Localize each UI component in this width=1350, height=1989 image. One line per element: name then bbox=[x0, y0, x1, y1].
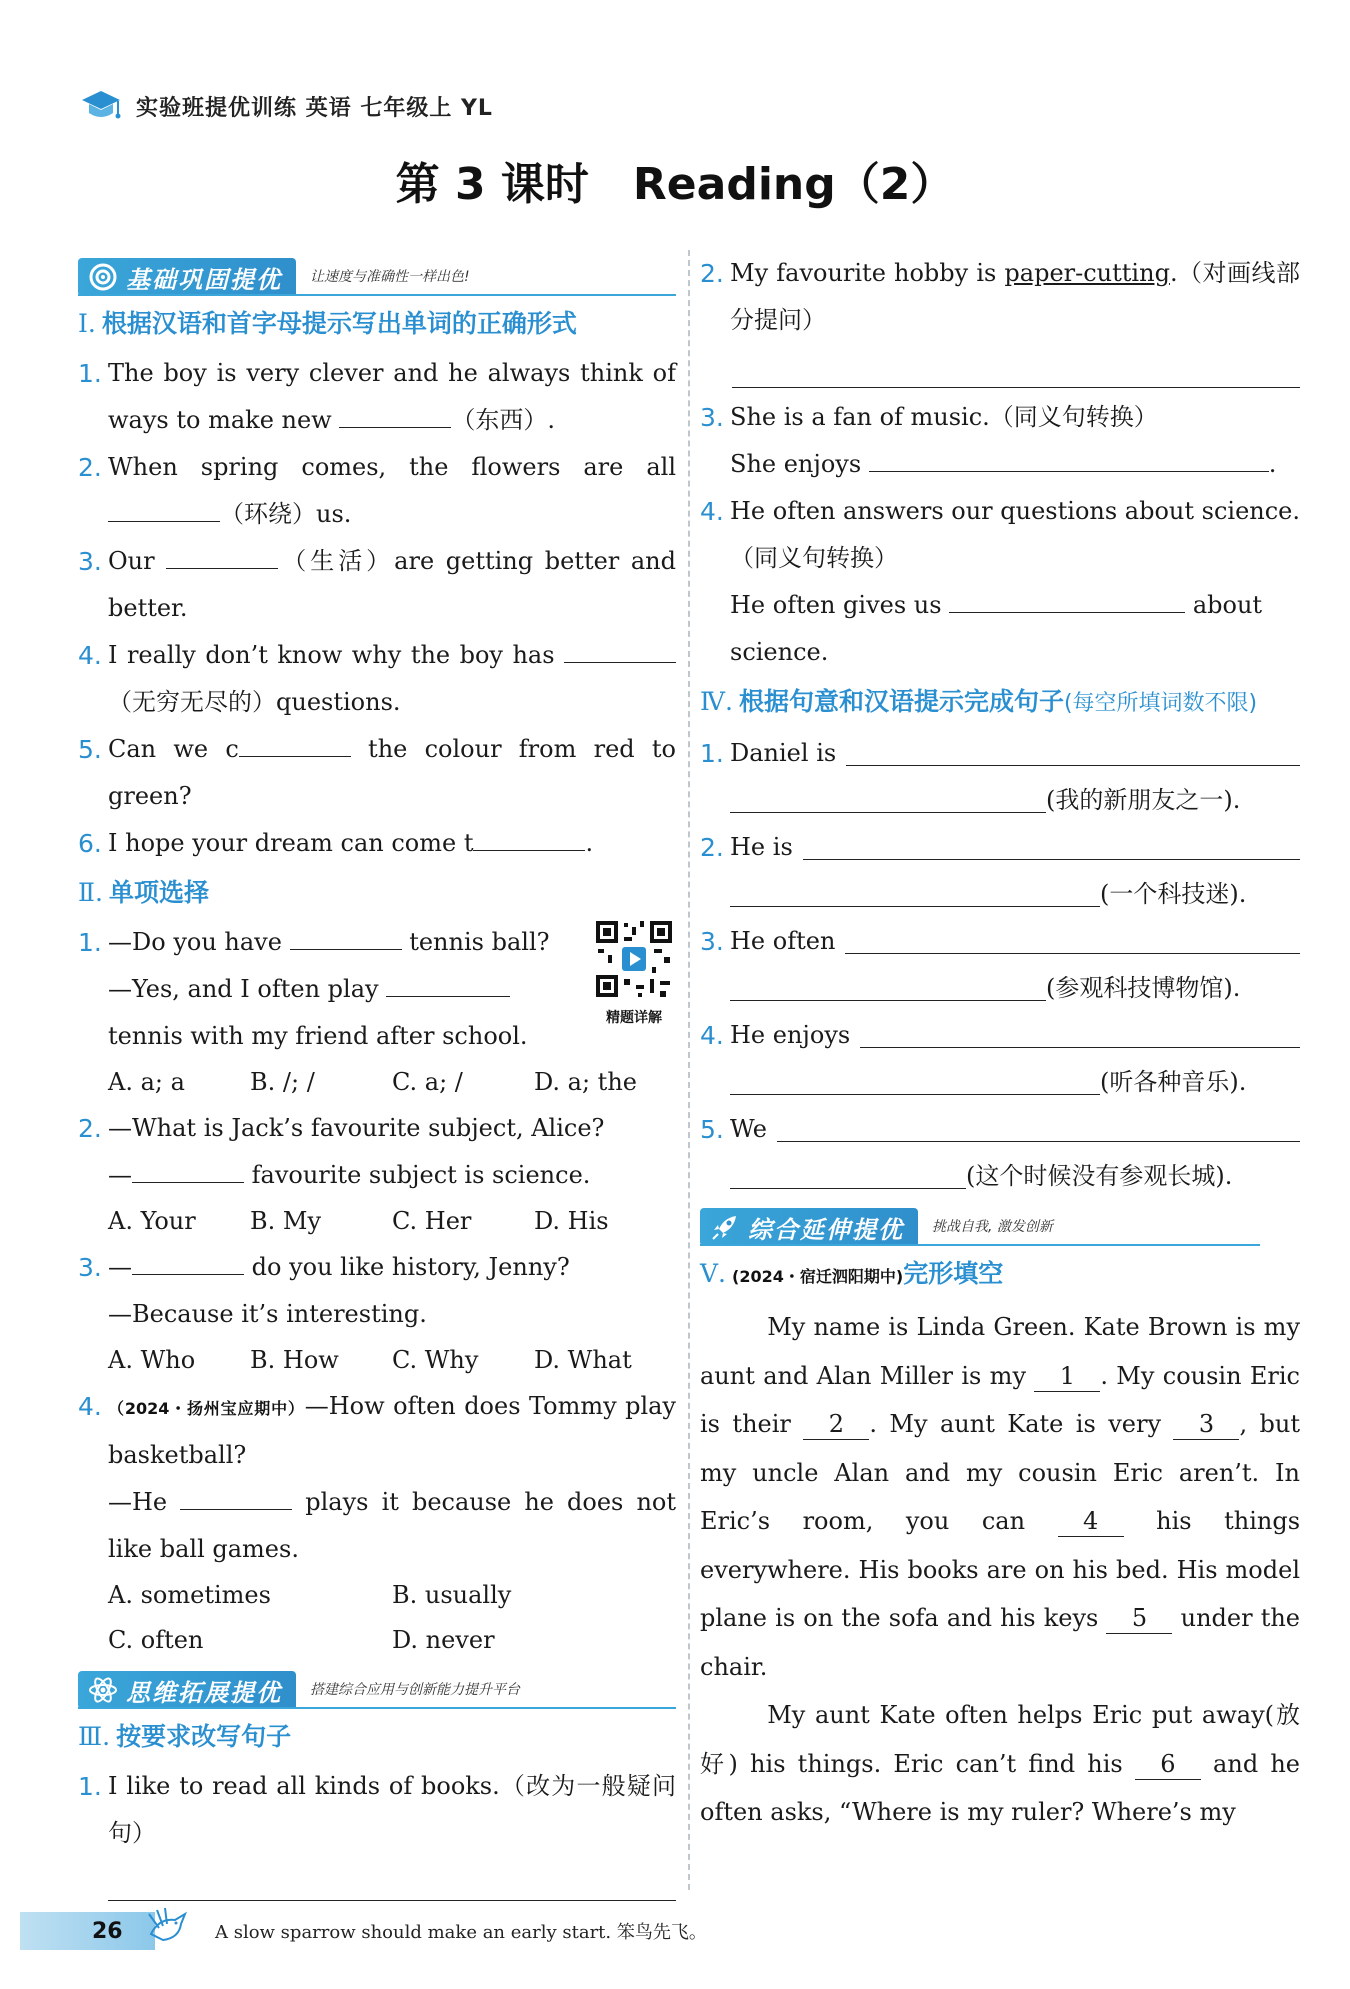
page-number-badge bbox=[20, 1912, 155, 1950]
banner-thinking-label: 思维拓展提优 bbox=[126, 1678, 282, 1707]
answer-options bbox=[78, 1199, 676, 1244]
answer-blank[interactable] bbox=[132, 1245, 244, 1275]
answer-blank[interactable] bbox=[564, 633, 676, 663]
answer-blank[interactable] bbox=[730, 1059, 1100, 1095]
target-icon bbox=[88, 262, 118, 292]
banner-extension-subtitle: 挑战自我, 激发创新 bbox=[932, 1219, 1053, 1235]
question: 3. Our （生活）are getting better and better. bbox=[78, 538, 676, 632]
page-number: 26 bbox=[92, 1918, 123, 1944]
option-a[interactable]: A. a; a bbox=[108, 1068, 185, 1096]
answer-blank[interactable] bbox=[730, 871, 1100, 907]
option-d[interactable]: D. a; the bbox=[534, 1068, 637, 1096]
qr-code-label: 精题详解 bbox=[606, 1010, 662, 1026]
answer-blank[interactable] bbox=[132, 1153, 244, 1183]
option-d[interactable]: D. What bbox=[534, 1346, 632, 1374]
section-3-heading: Ⅲ. 按要求改写句子 bbox=[78, 1722, 292, 1751]
cloze-blank-2[interactable]: 2 bbox=[803, 1409, 869, 1440]
mc-question-3: 3. — do you like history, Jenny? —Because it’s interesting. A. Who B. How C. Why D. What bbox=[78, 1244, 676, 1383]
section-1-heading: Ⅰ. 根据汉语和首字母提示写出单词的正确形式 bbox=[78, 309, 577, 338]
rocket-icon bbox=[710, 1212, 740, 1242]
question: 6. I hope your dream can come t . bbox=[78, 820, 676, 867]
answer-line[interactable] bbox=[108, 1857, 676, 1901]
mc-question-4: 4. （2024・扬州宝应期中）—How often does Tommy play basketball? —He plays it because he does not like ball games. A. sometimes B. usually C. often D. never bbox=[78, 1383, 676, 1663]
answer-blank[interactable] bbox=[845, 918, 1300, 954]
cloze-blank-5[interactable]: 5 bbox=[1106, 1603, 1172, 1634]
answer-blank[interactable] bbox=[290, 920, 402, 950]
answer-options bbox=[78, 1338, 676, 1383]
answer-options bbox=[78, 1060, 676, 1105]
rewrite-question-3: 3. She is a fan of music.（同义句转换） bbox=[700, 403, 1158, 432]
left-column bbox=[78, 250, 676, 1901]
banner-thinking-subtitle: 搭建综合应用与创新能力提升平台 bbox=[310, 1682, 520, 1698]
footer-motto: A slow sparrow should make an early start. 笨鸟先飞。 bbox=[215, 1922, 707, 1943]
section-4-heading: Ⅳ. 根据句意和汉语提示完成句子(每空所填词数不限) bbox=[700, 687, 1258, 716]
cloze-blank-4[interactable]: 4 bbox=[1058, 1506, 1124, 1537]
banner-basic-label: 基础巩固提优 bbox=[126, 265, 282, 294]
underlined-phrase: paper-cutting bbox=[1004, 259, 1170, 287]
answer-blank[interactable] bbox=[869, 442, 1269, 472]
bird-icon bbox=[145, 1904, 189, 1954]
option-d[interactable]: D. His bbox=[534, 1207, 609, 1235]
answer-blank[interactable] bbox=[730, 965, 1046, 1001]
option-b[interactable]: B. usually bbox=[392, 1581, 512, 1609]
book-header bbox=[80, 86, 493, 126]
book-series-title: 实验班提优训练 英语 七年级上 YL bbox=[136, 95, 493, 121]
cloze-blank-6[interactable]: 6 bbox=[1135, 1749, 1201, 1780]
cloze-blank-3[interactable]: 3 bbox=[1173, 1409, 1239, 1440]
banner-basic bbox=[78, 252, 676, 296]
section-2-heading: Ⅱ. 单项选择 bbox=[78, 878, 209, 907]
right-column: 2. My favourite hobby is paper-cutting.（对画线部分提问） 3. She is a fan of music.（同义句转换） She enjoys . 4. He often answers our questions about science.（同义句转换） He often gives us about science. Ⅳ. 根据句意和汉语提示完成句子(每空所填词数不限) 1. Daniel is (我的新朋友之一). 2. He is (一个科技迷). 3. He often (参观科技博物馆). 4. He enjoys (听各种音乐). 5. We (这个时候没有参观长城). 综合延伸提优 挑战自我, 激发创新 Ⅴ. (2024・宿迁泗阳期中)完形填空 My name is Linda Green. Kate Brown is my aunt and Alan Miller is my 1 . My cousin Eric is their 2 . My aunt Kate is very 3 , but my uncle Alan and my cousin Eric aren’t. In Eric’s room, you can 4 his things everywhere. His books are on his bed. His model plane is on the sofa and his keys 5 under the chair. My aunt Kate often helps Eric put away(放好) his things. Eric can’t find his 6 and he often asks, “Where is my ruler? Where’s my bbox=[700, 250, 1300, 1837]
rewrite-question-4: 4. He often answers our questions about science.（同义句转换） bbox=[700, 497, 1301, 572]
option-a[interactable]: A. Who bbox=[108, 1346, 196, 1374]
option-b[interactable]: B. My bbox=[250, 1207, 322, 1235]
answer-line[interactable] bbox=[732, 344, 1300, 388]
answer-blank[interactable] bbox=[730, 777, 1046, 813]
qr-code-icon bbox=[594, 919, 674, 999]
banner-extension-label: 综合延伸提优 bbox=[748, 1215, 904, 1244]
answer-blank[interactable] bbox=[386, 967, 510, 997]
answer-blank[interactable] bbox=[166, 539, 278, 569]
answer-blank[interactable] bbox=[777, 1106, 1300, 1142]
answer-blank[interactable] bbox=[803, 824, 1300, 860]
question: 4. I really don’t know why the boy has （无穷无尽的）questions. bbox=[78, 632, 676, 726]
qr-code[interactable] bbox=[592, 919, 676, 1027]
section-5-heading: Ⅴ. (2024・宿迁泗阳期中)完形填空 bbox=[700, 1259, 1004, 1288]
option-a[interactable]: A. Your bbox=[108, 1207, 196, 1235]
banner-basic-subtitle: 让速度与准确性一样出色! bbox=[310, 269, 470, 285]
rewrite-question-1: 1. I like to read all kinds of books.（改为一般疑问句） bbox=[78, 1772, 676, 1847]
option-a[interactable]: A. sometimes bbox=[108, 1581, 271, 1609]
page-footer bbox=[20, 1906, 1330, 1956]
lesson-title: 第 3 课时 Reading（2） bbox=[395, 159, 955, 210]
answer-blank[interactable] bbox=[180, 1480, 292, 1510]
option-c[interactable]: C. a; / bbox=[392, 1068, 463, 1096]
answer-blank[interactable] bbox=[108, 492, 220, 522]
option-c[interactable]: C. often bbox=[108, 1626, 204, 1654]
translate-question-1: 1. Daniel is (我的新朋友之一). bbox=[700, 730, 1300, 824]
answer-blank[interactable] bbox=[860, 1012, 1300, 1048]
translate-question-3: 3. He often (参观科技博物馆). bbox=[700, 918, 1300, 1012]
question: 2. When spring comes, the flowers are all （环绕）us. bbox=[78, 453, 676, 528]
option-b[interactable]: B. /; / bbox=[250, 1068, 315, 1096]
cloze-paragraph-1: My name is Linda Green. Kate Brown is my aunt and Alan Miller is my 1 . My cousin Eric is their 2 . My aunt Kate is very 3 , but my uncle Alan and my cousin Eric aren’t. In Eric’s room, you can 4 his things everywhere. His books are on his bed. His model plane is on the sofa and his keys 5 under the chair. bbox=[700, 1313, 1301, 1681]
question: 1. The boy is very clever and he always think of ways to make new （东西）. bbox=[78, 359, 676, 434]
translate-question-2: 2. He is (一个科技迷). bbox=[700, 824, 1300, 918]
answer-blank[interactable] bbox=[473, 821, 585, 851]
answer-blank[interactable] bbox=[730, 1153, 966, 1189]
atom-icon bbox=[88, 1675, 118, 1705]
rewrite-question-2: 2. My favourite hobby is paper-cutting.（对画线部分提问） bbox=[700, 259, 1300, 334]
question-source: (2024・宿迁泗阳期中) bbox=[732, 1267, 904, 1286]
mc-question-2: 2. —What is Jack’s favourite subject, Alice? — favourite subject is science. A. Your B. My C. Her D. His bbox=[78, 1105, 676, 1244]
answer-blank[interactable] bbox=[339, 398, 451, 428]
answer-options bbox=[78, 1573, 676, 1663]
option-c[interactable]: C. Her bbox=[392, 1207, 472, 1235]
option-d[interactable]: D. never bbox=[392, 1626, 495, 1654]
banner-thinking bbox=[78, 1665, 676, 1709]
cloze-blank-1[interactable]: 1 bbox=[1034, 1361, 1100, 1392]
translate-question-5: 5. We (这个时候没有参观长城). bbox=[700, 1106, 1300, 1200]
mc-question-1: 精题详解 1. —Do you have tennis ball? —Yes, and I often play tennis with my friend after school. A. a; a B. /; / C. a; / D. a; the bbox=[78, 919, 676, 1105]
answer-blank[interactable] bbox=[239, 727, 351, 757]
question: 5. Can we c the colour from red to green? bbox=[78, 726, 676, 820]
answer-blank[interactable] bbox=[846, 730, 1300, 766]
column-divider bbox=[688, 250, 690, 1890]
banner-extension bbox=[700, 1202, 1260, 1246]
graduation-cap-icon bbox=[80, 89, 122, 123]
answer-blank[interactable] bbox=[949, 583, 1185, 613]
question-source: （2024・扬州宝应期中） bbox=[108, 1399, 305, 1418]
option-b[interactable]: B. How bbox=[250, 1346, 339, 1374]
option-c[interactable]: C. Why bbox=[392, 1346, 479, 1374]
translate-question-4: 4. He enjoys (听各种音乐). bbox=[700, 1012, 1300, 1106]
cloze-paragraph-2: My aunt Kate often helps Eric put away(放好) his things. Eric can’t find his 6 and he often asks, “Where is my ruler? Where’s my bbox=[700, 1701, 1301, 1826]
